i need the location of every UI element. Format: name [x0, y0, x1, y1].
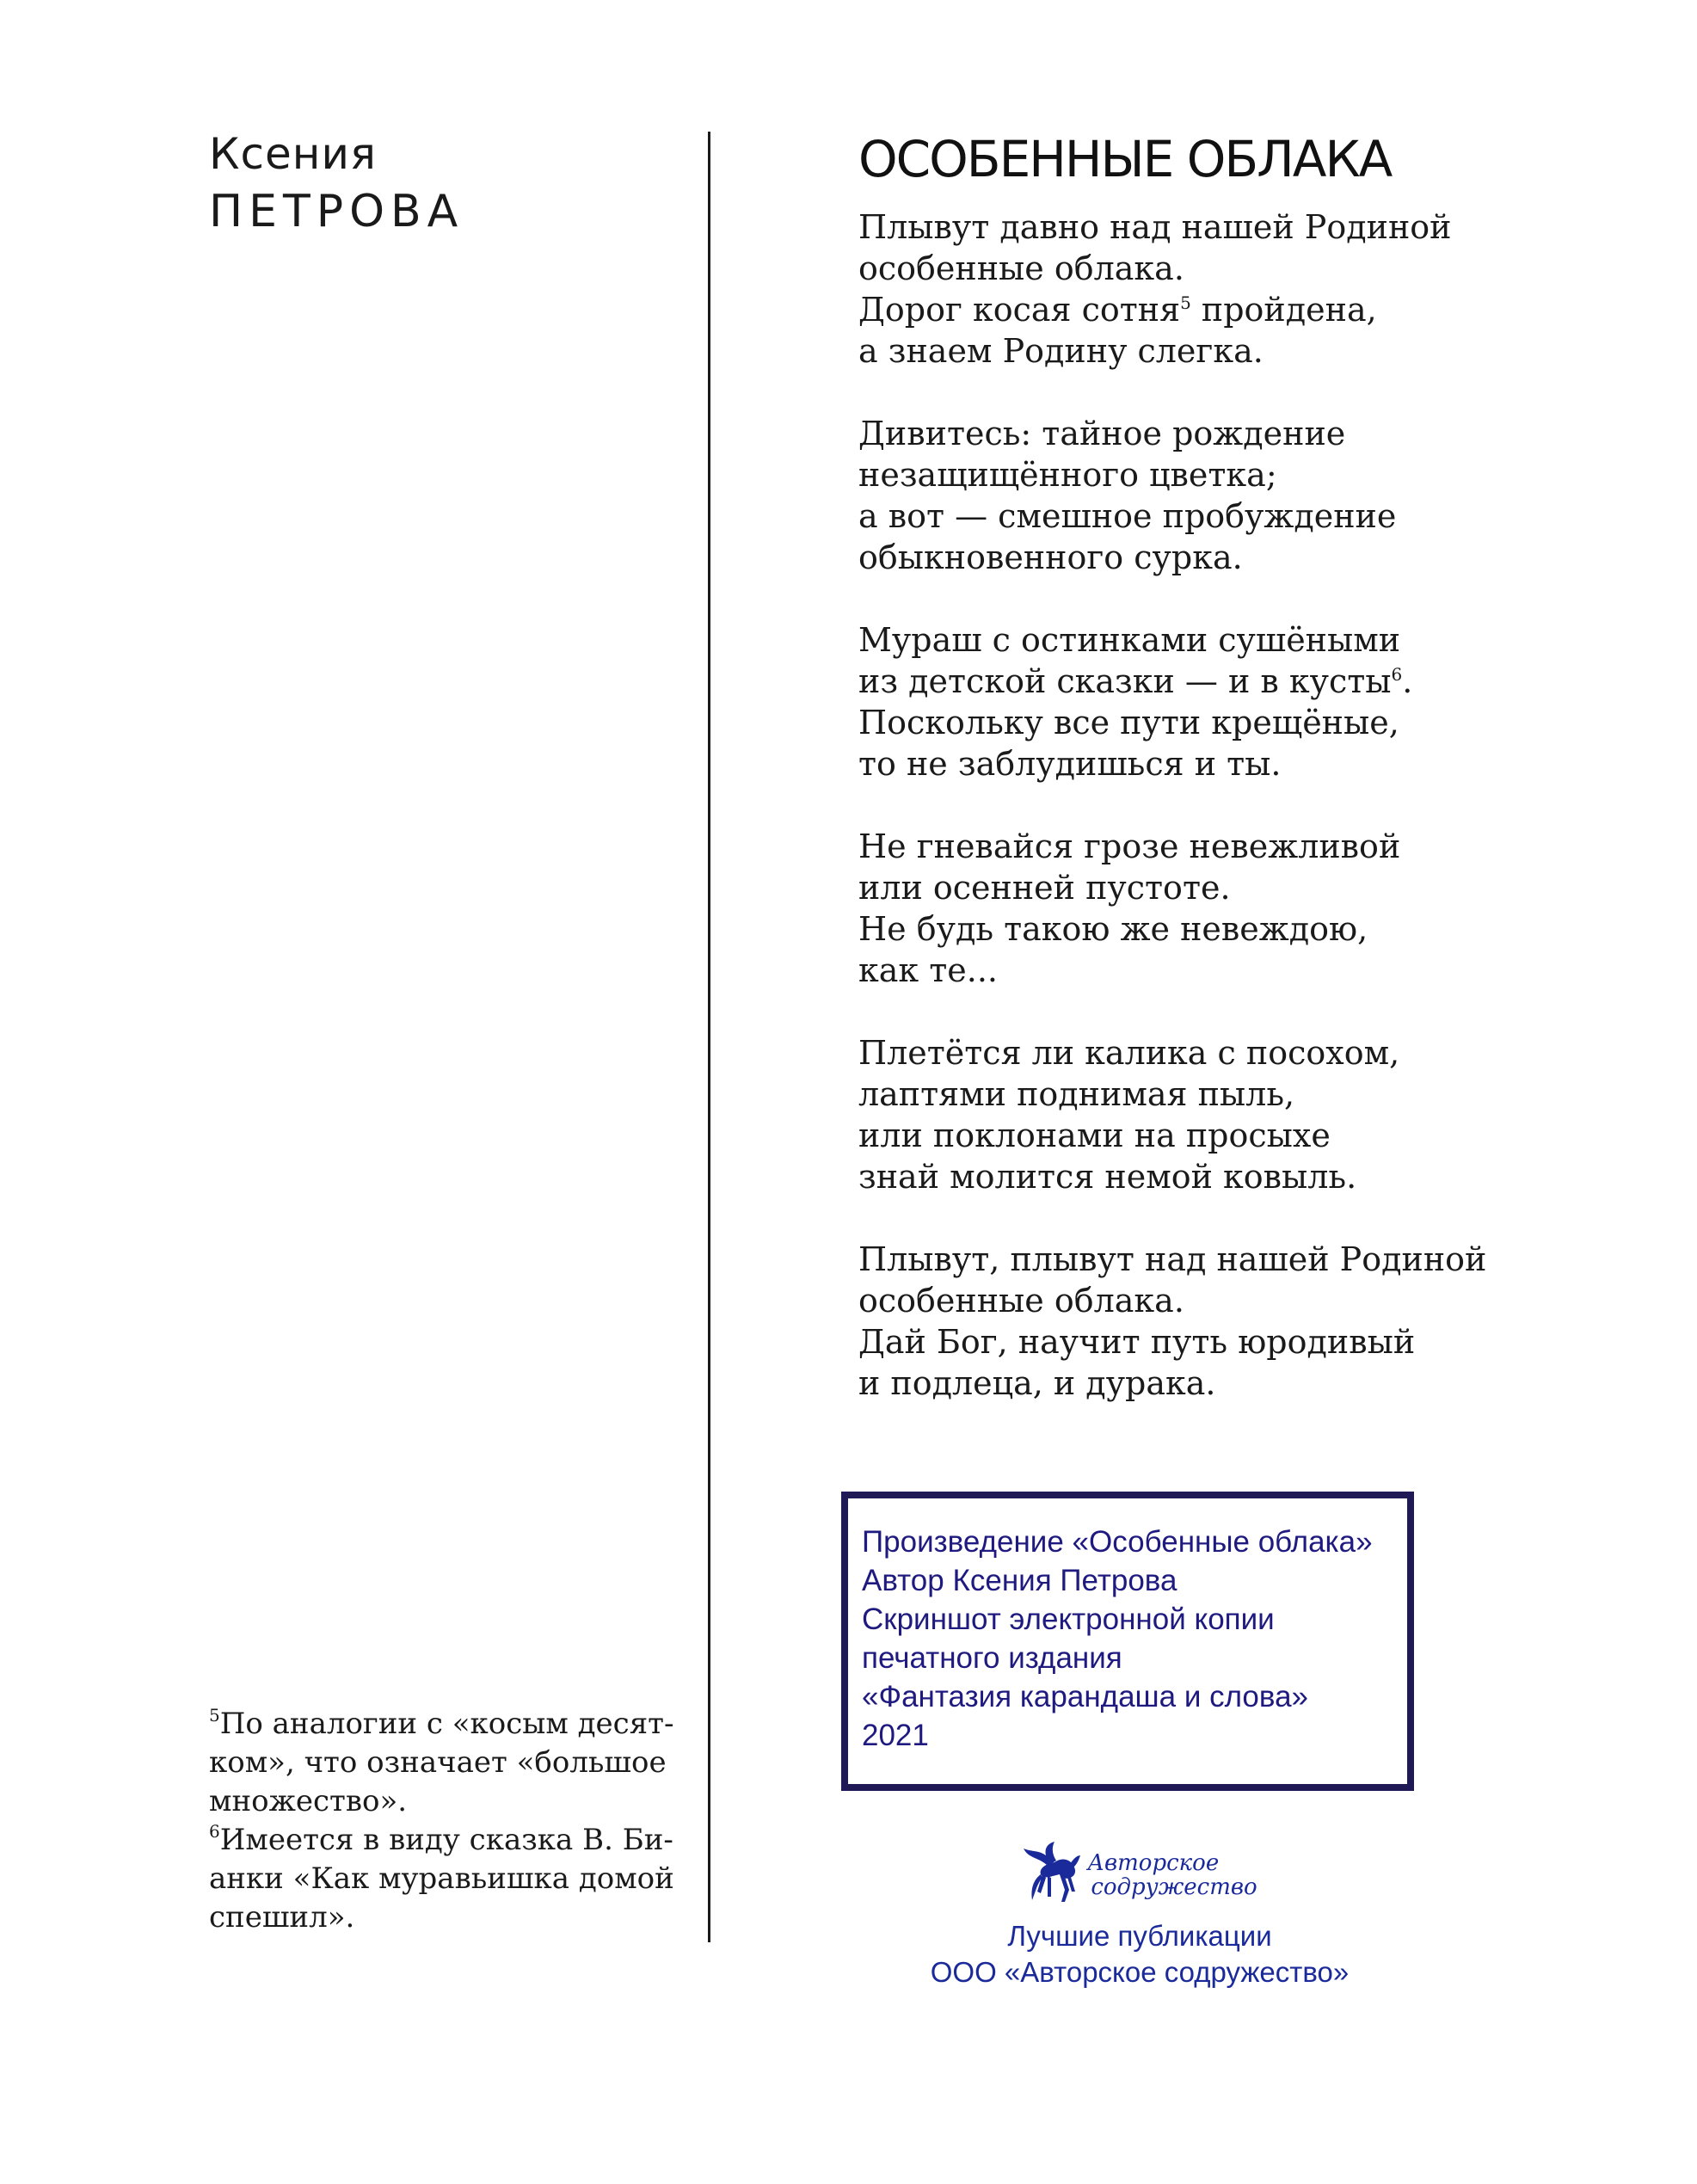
stanza [858, 826, 1486, 991]
vertical-divider [708, 132, 710, 1942]
poem-line: Поскольку все пути крещёные, [858, 704, 1399, 741]
poem-body [858, 206, 1486, 1445]
publisher-tagline: Лучшие публикации [1007, 1920, 1272, 1952]
info-line: Автор Ксения Петрова [862, 1564, 1177, 1597]
footnote-mark: 5 [1180, 292, 1191, 313]
poem-line: а вот — смешное пробуждение [858, 497, 1397, 535]
poem-line: Дивитесь: тайное рождение [858, 415, 1346, 452]
footnote-mark: 6 [1391, 664, 1403, 685]
footnotes [209, 1705, 674, 1937]
poem-line: Не гневайся грозе невежливой [858, 827, 1401, 865]
poem-line: Не будь такою же невеждою, [858, 910, 1368, 948]
poem-line: из детской сказки — и в кусты$^6$. [858, 662, 1413, 700]
stanza [858, 1239, 1486, 1404]
poem-line: обыкновенного сурка. [858, 538, 1243, 576]
publisher-block [903, 1832, 1376, 1990]
footnote-line: ком», что означает «большое [209, 1745, 667, 1780]
stanza [858, 619, 1486, 784]
pegasus-icon [1022, 1840, 1082, 1910]
author-first-name: Ксения [209, 129, 378, 179]
publisher-name: ООО «Авторское содружество» [930, 1956, 1350, 1988]
poem-line: Дай Бог, научит путь юродивый [858, 1323, 1416, 1361]
publisher-logo [1022, 1832, 1257, 1918]
poem-line: лаптями поднимая пыль, [858, 1075, 1295, 1113]
poem-line: незащищённого цветка; [858, 456, 1277, 494]
poem-line: то не заблудишься и ты. [858, 745, 1282, 783]
info-line: Произведение «Особенные облака» [862, 1525, 1373, 1559]
info-line: 2021 [862, 1719, 929, 1752]
info-line: печатного издания [862, 1641, 1122, 1675]
poem-line: особенные облака. [858, 249, 1184, 287]
footnote-line: анки «Как муравьишка домой [209, 1861, 674, 1896]
stanza [858, 206, 1486, 372]
stanza [858, 413, 1486, 578]
stanza [858, 1032, 1486, 1197]
footnote-mark: 5 [209, 1705, 220, 1726]
author-block [209, 127, 464, 243]
poem-line: Дорог косая сотня$^5$ пройдена, [858, 291, 1377, 329]
poem-line: как те... [858, 951, 998, 989]
poem-line: Плывут давно над нашей Родиной [858, 208, 1452, 246]
footnote-line: спешил». [209, 1900, 355, 1935]
info-box [841, 1492, 1414, 1791]
logo-text: Авторское содружество [1087, 1850, 1257, 1900]
footnote-mark: 6 [209, 1821, 220, 1842]
footnote-line: $^5$По аналогии с «косым десят- [209, 1705, 674, 1741]
poem-line: или осенней пустоте. [858, 869, 1231, 907]
footnote-line: множество». [209, 1784, 408, 1818]
info-line: Скриншот электронной копии [862, 1603, 1275, 1636]
info-line: «Фантазия карандаша и слова» [862, 1680, 1309, 1713]
poem-line: Плетётся ли калика с посохом, [858, 1034, 1400, 1072]
footnote-line: $^6$Имеется в виду сказка В. Би- [209, 1821, 673, 1857]
author-last-name: ПЕТРОВА [209, 186, 464, 237]
poem-line: а знаем Родину слегка. [858, 332, 1264, 370]
poem-line: или поклонами на просыхе [858, 1117, 1331, 1154]
poem-line: и подлеца, и дурака. [858, 1364, 1216, 1402]
poem-line: Мураш с остинками сушёными [858, 621, 1401, 659]
poem-line: Плывут, плывут над нашей Родиной [858, 1240, 1487, 1278]
poem-line: знай молится немой ковыль. [858, 1158, 1357, 1196]
poem-title: ОСОБЕННЫЕ ОБЛАКА [858, 130, 1392, 188]
poem-line: особенные облака. [858, 1282, 1184, 1320]
